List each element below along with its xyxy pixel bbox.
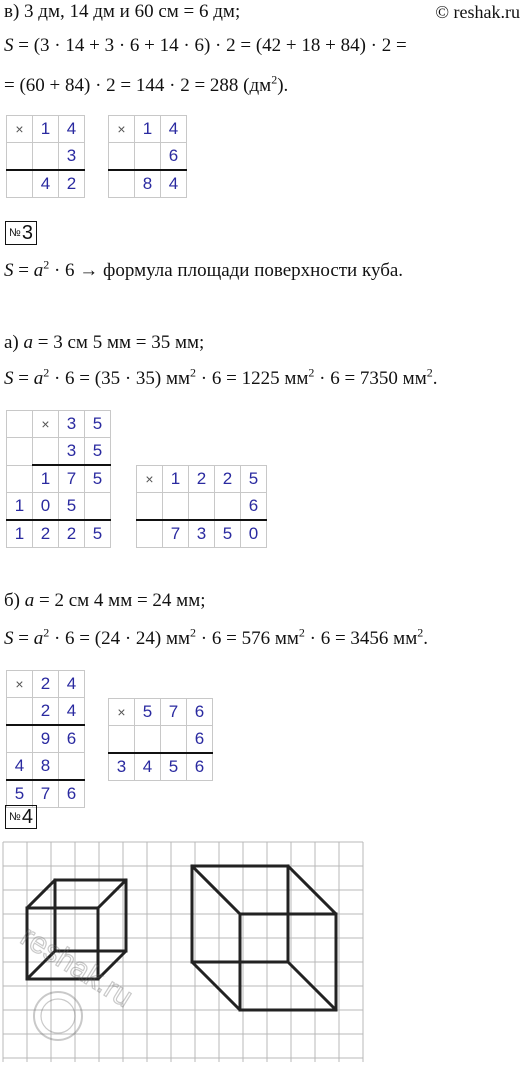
eq-sup: 2 [298, 625, 305, 640]
digit: 4 [59, 116, 85, 143]
site-watermark: © reshak.ru [435, 2, 520, 22]
digit [7, 411, 33, 438]
digit: 5 [85, 520, 111, 548]
part-a-equation [4, 367, 437, 391]
digit: 0 [33, 493, 59, 521]
eq-text: = (3 · 14 + 3 · 6 + 14 · 6) · 2 = (42 + 18 + 84) · 2 = [13, 35, 407, 56]
digit [109, 143, 135, 171]
var-a: a [33, 260, 44, 281]
digit: 1 [135, 116, 161, 143]
column-multiplication-14x3 [6, 115, 85, 198]
digit: 5 [85, 465, 111, 493]
digit [7, 698, 33, 726]
column-multiplication-576x6 [108, 698, 213, 781]
digit: 6 [59, 780, 85, 808]
digit [33, 438, 59, 466]
digit [135, 726, 161, 754]
eq-text: . [423, 628, 428, 649]
task-number-3 [5, 221, 37, 245]
digit: 5 [85, 411, 111, 438]
times-sign: × [109, 116, 135, 143]
digit [137, 493, 163, 521]
copyright-icon-inner [41, 999, 75, 1033]
digit: 1 [7, 520, 33, 548]
digit: 6 [59, 725, 85, 753]
eq-text: = 3 см 5 мм = 35 мм; [33, 332, 205, 353]
digit [109, 170, 135, 198]
column-multiplication-1225x6 [136, 465, 267, 548]
eq-sup: 2 [43, 625, 50, 640]
times-sign: × [109, 699, 135, 726]
watermark-text: reshak.ru [14, 919, 139, 1015]
var-S: S [4, 35, 14, 56]
digit [7, 438, 33, 466]
digit: 2 [33, 671, 59, 698]
task-number: 3 [21, 221, 33, 244]
digit [163, 493, 189, 521]
digit: 8 [33, 753, 59, 781]
digit: 3 [109, 753, 135, 781]
eq-text: = 2 см 4 мм = 24 мм; [34, 590, 206, 611]
edge [98, 880, 126, 908]
digit: 2 [59, 170, 85, 198]
eq-text: а) [4, 332, 24, 353]
eq-text: · 6 → формула площади поверхности куба. [49, 260, 404, 281]
times-sign: × [7, 116, 33, 143]
digit: 5 [215, 520, 241, 548]
eq-text: · 6 = (35 · 35) мм [49, 368, 191, 389]
task-number: 4 [21, 805, 33, 828]
digit: 6 [187, 726, 213, 754]
digit: 6 [241, 493, 267, 521]
eq-sup: 2 [426, 365, 433, 380]
digit: 4 [59, 698, 85, 726]
number-sign: № [9, 811, 21, 823]
part-v-equation-2 [4, 74, 288, 98]
column-multiplication-35x35 [6, 410, 111, 548]
eq-sup: 2 [271, 72, 278, 87]
digit: 0 [241, 520, 267, 548]
digit: 2 [189, 466, 215, 493]
eq-text: = (60 + 84) · 2 = 144 · 2 = 288 (дм [4, 75, 272, 96]
eq-text: ). [277, 75, 289, 96]
digit: 4 [59, 671, 85, 698]
digit: 5 [7, 780, 33, 808]
digit [59, 753, 85, 781]
digit: 4 [161, 170, 187, 198]
digit: 9 [33, 725, 59, 753]
digit: 3 [59, 411, 85, 438]
digit: 8 [135, 170, 161, 198]
part-b-equation [4, 627, 428, 651]
digit [135, 143, 161, 171]
var-S: S [4, 628, 14, 649]
digit: 7 [163, 520, 189, 548]
var-a: a [23, 332, 34, 353]
times-sign: × [33, 411, 59, 438]
digit: 6 [161, 143, 187, 171]
eq-sup: 2 [43, 365, 50, 380]
eq-text: · 6 = 1225 мм [196, 368, 309, 389]
digit [7, 465, 33, 493]
digit: 1 [163, 466, 189, 493]
digit [85, 493, 111, 521]
column-multiplication-14x6 [108, 115, 187, 198]
digit [161, 726, 187, 754]
eq-text: · 6 = 7350 мм [314, 368, 427, 389]
eq-text: б) [4, 590, 25, 611]
digit: 4 [161, 116, 187, 143]
part-v-equation-1 [4, 34, 407, 58]
eq-text: = [13, 628, 34, 649]
digit [7, 143, 33, 171]
eq-text: . [432, 368, 438, 389]
var-S: S [4, 368, 14, 389]
var-a: a [33, 368, 44, 389]
cube-surface-formula [4, 259, 403, 283]
times-sign: × [7, 671, 33, 698]
digit [7, 170, 33, 198]
digit: 1 [33, 116, 59, 143]
task-number-4 [5, 805, 37, 829]
digit [109, 726, 135, 754]
digit: 3 [59, 143, 85, 171]
digit: 2 [33, 698, 59, 726]
eq-sup: 2 [43, 257, 50, 272]
digit: 7 [161, 699, 187, 726]
digit: 1 [33, 465, 59, 493]
digit: 5 [241, 466, 267, 493]
eq-sup: 2 [308, 365, 315, 380]
column-multiplication-24x24 [6, 670, 85, 808]
digit: 7 [59, 465, 85, 493]
eq-text: · 6 = 576 мм [196, 628, 299, 649]
part-b-conditions [4, 589, 206, 613]
eq-sup: 2 [417, 625, 424, 640]
digit: 5 [161, 753, 187, 781]
eq-sup: 2 [190, 365, 197, 380]
eq-text: · 6 = (24 · 24) мм [49, 628, 191, 649]
digit: 3 [189, 520, 215, 548]
digit: 4 [135, 753, 161, 781]
digit: 6 [187, 753, 213, 781]
digit [137, 520, 163, 548]
digit: 2 [59, 520, 85, 548]
digit: 4 [7, 753, 33, 781]
digit [215, 493, 241, 521]
var-a: a [33, 628, 44, 649]
digit [7, 725, 33, 753]
cubes-drawing [0, 840, 370, 1064]
number-sign: № [9, 227, 21, 239]
digit [33, 143, 59, 171]
digit: 7 [33, 780, 59, 808]
times-sign: × [137, 466, 163, 493]
digit: 5 [59, 493, 85, 521]
digit: 1 [7, 493, 33, 521]
eq-text: = [13, 260, 34, 281]
digit [189, 493, 215, 521]
eq-text: = [13, 368, 34, 389]
digit: 5 [135, 699, 161, 726]
eq-sup: 2 [190, 625, 197, 640]
var-S: S [4, 260, 14, 281]
part-a-conditions [4, 331, 204, 355]
digit: 2 [33, 520, 59, 548]
digit: 5 [85, 438, 111, 466]
digit: 4 [33, 170, 59, 198]
var-a: a [24, 590, 35, 611]
eq-text: · 6 = 3456 мм [304, 628, 418, 649]
digit: 3 [59, 438, 85, 466]
part-v-conditions: в) 3 дм, 14 дм и 60 см = 6 дм; [4, 1, 241, 22]
digit: 6 [187, 699, 213, 726]
digit: 2 [215, 466, 241, 493]
